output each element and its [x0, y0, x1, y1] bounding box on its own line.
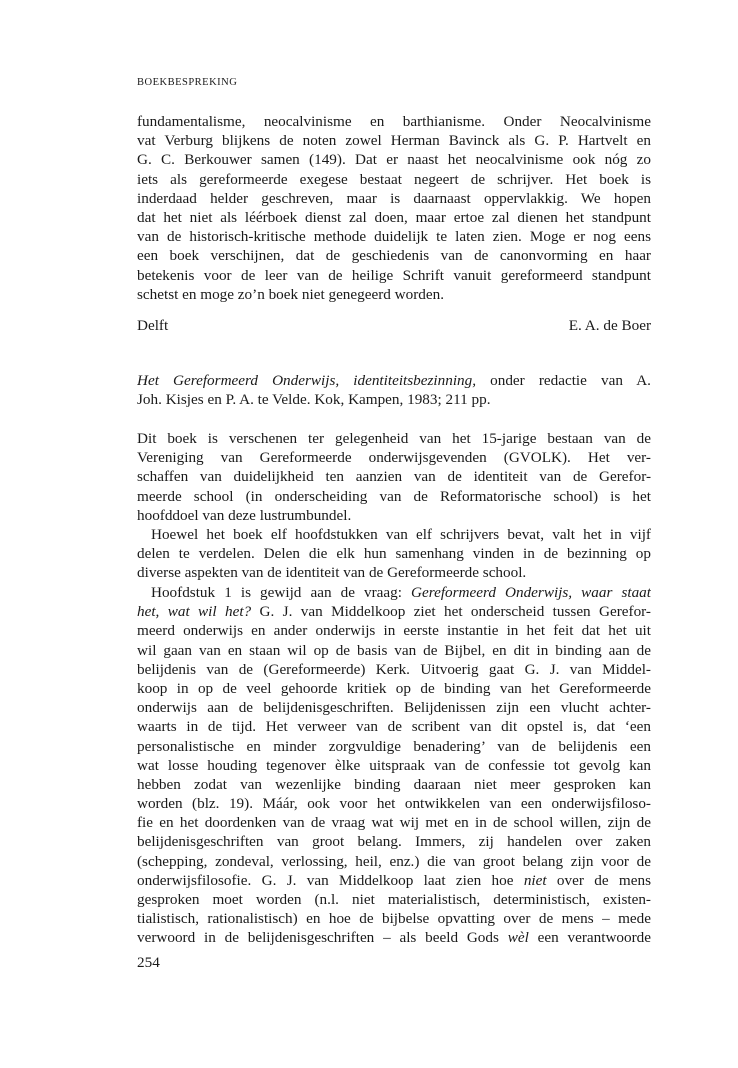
- text-line: dat het niet als léérboek dienst zal doen, maar ertoe zal dienen het standpunt: [137, 208, 651, 226]
- text-line: hoofddoel van deze lustrumbundel.: [137, 506, 352, 524]
- book-citation: [137, 371, 651, 409]
- text-line: Vereniging van Gereformeerde onderwijsgevenden (GVOLK). Het ver-: [137, 449, 651, 467]
- text-line: wat losse houding tegenover èlke uitspraak van de confessie tot gevolg kan: [137, 756, 651, 774]
- text-line: hebben zodat van wezenlijke binding daaraan niet meer gesproken kan: [137, 775, 651, 793]
- text-line: Hoofdstuk 1 is gewijd aan de vraag: Gereformeerd Onderwijs, waar staat: [151, 584, 651, 601]
- review-signature: [137, 316, 651, 336]
- citation-line: Joh. Kisjes en P. A. te Velde. Kok, Kampen, 1983; 211 pp.: [137, 391, 491, 409]
- text-line: het, wat wil het? G. J. van Middelkoop ziet het onderscheid tussen Gerefor-: [137, 603, 651, 621]
- review-paragraph: [137, 583, 651, 948]
- text-line: een boek verschijnen, dat de geschiedenis van de canonvorming en haar: [137, 247, 651, 265]
- text-line: schetst en moge zo’n boek niet genegeerd worden.: [137, 285, 445, 303]
- text-line: meerde school (in onderscheiding van de Reformatorische school) is het: [137, 487, 651, 505]
- text-line: belijdenis van de (Gereformeerde) Kerk. Uitvoerig gaat G. J. van Middel-: [137, 660, 651, 678]
- text-line: fundamentalisme, neocalvinisme en barthianisme. Onder Neocalvinisme: [137, 113, 651, 130]
- text-line: van de historisch-kritische methode duidelijk te laten zien. Moge er nog eens: [137, 228, 651, 246]
- text-line: (schepping, zondeval, verlossing, heil, enz.) die van groot belang zijn voor de: [137, 852, 651, 870]
- text-line: fie en het doordenken van de vraag wat wij met en in de school willen, zijn de: [137, 814, 651, 832]
- text-line: tialistisch, rationalistisch) en hoe de bijbelse opvatting over de mens – mede: [137, 910, 651, 928]
- text-line: vat Verburg blijkens de noten zowel Herman Bavinck als G. P. Hartvelt en: [137, 132, 651, 150]
- book-title: Het Gereformeerd Onderwijs, identiteitsbezinning,: [137, 372, 477, 389]
- text-line: waarts in de tijd. Het verweer van de scribent van dit opstel is, dat ‘een: [137, 718, 651, 736]
- signature-author: E. A. de Boer: [568, 317, 651, 334]
- page-number: 254: [137, 954, 160, 971]
- text-line: schaffen van duidelijkheid ten aanzien van de identiteit van de Gerefor-: [137, 468, 651, 486]
- review-closing-paragraph: [137, 112, 651, 304]
- text-line: Dit boek is verschenen ter gelegenheid van het 15-jarige bestaan van de: [137, 430, 651, 447]
- text-line: onderwijs aan de belijdenisgeschriften. Belijdenissen zijn een vlucht achter-: [137, 699, 651, 717]
- text-line: delen te verdelen. Delen die elk hun samenhang vinden in de bezinning op: [137, 545, 651, 563]
- review-paragraph: [137, 429, 651, 525]
- text-line: meerd onderwijs en ander onderwijs in eerste instantie in het feit dat het uit: [137, 622, 651, 640]
- text-line: gesproken moet worden (n.l. niet materialistisch, deterministisch, existen-: [137, 891, 651, 908]
- text-line: wil gaan van en staan wil op de basis van de Bijbel, en dit in binding aan de: [137, 641, 651, 659]
- running-header: BOEKBESPREKING: [137, 77, 238, 88]
- text-line: verwoord in de belijdenisgeschriften – als beeld Gods wèl een verantwoorde: [137, 929, 651, 947]
- text-line: koop in op de veel gehoorde kritiek op de binding van het Gereformeerde: [137, 679, 651, 697]
- text-line: iets als gereformeerde exegese bestaat negeert de schrijver. Het boek is: [137, 170, 651, 188]
- text-line: belijdenisgeschriften van groot belang. Immers, zij handelen over zaken: [137, 833, 651, 851]
- review-paragraph: [137, 525, 651, 583]
- citation-line: Het Gereformeerd Onderwijs, identiteitsbezinning, onder redactie van A.: [137, 372, 651, 389]
- text-line: personalistische en minder zorgvuldige benadering’ van de belijdenis een: [137, 737, 651, 755]
- text-line: inderdaad helder geschreven, maar is daarnaast oppervlakkig. We hopen: [137, 189, 651, 207]
- text-line: Hoewel het boek elf hoofdstukken van elf schrijvers bevat, valt het in vijf: [151, 526, 651, 543]
- text-line: betekenis voor de leer van de heilige Schrift vanuit gereformeerd standpunt: [137, 266, 651, 284]
- text-line: worden (blz. 19). Máár, ook voor het ontwikkelen van een onderwijsfiloso-: [137, 795, 651, 813]
- text-line: onderwijsfilosofie. G. J. van Middelkoop laat zien hoe niet over de mens: [137, 871, 651, 889]
- signature-place: Delft: [137, 317, 169, 334]
- text-line: diverse aspekten van de identiteit van de Gereformeerde school.: [137, 564, 527, 582]
- text-line: G. C. Berkouwer samen (149). Dat er naast het neocalvinisme ook nóg zo: [137, 151, 651, 169]
